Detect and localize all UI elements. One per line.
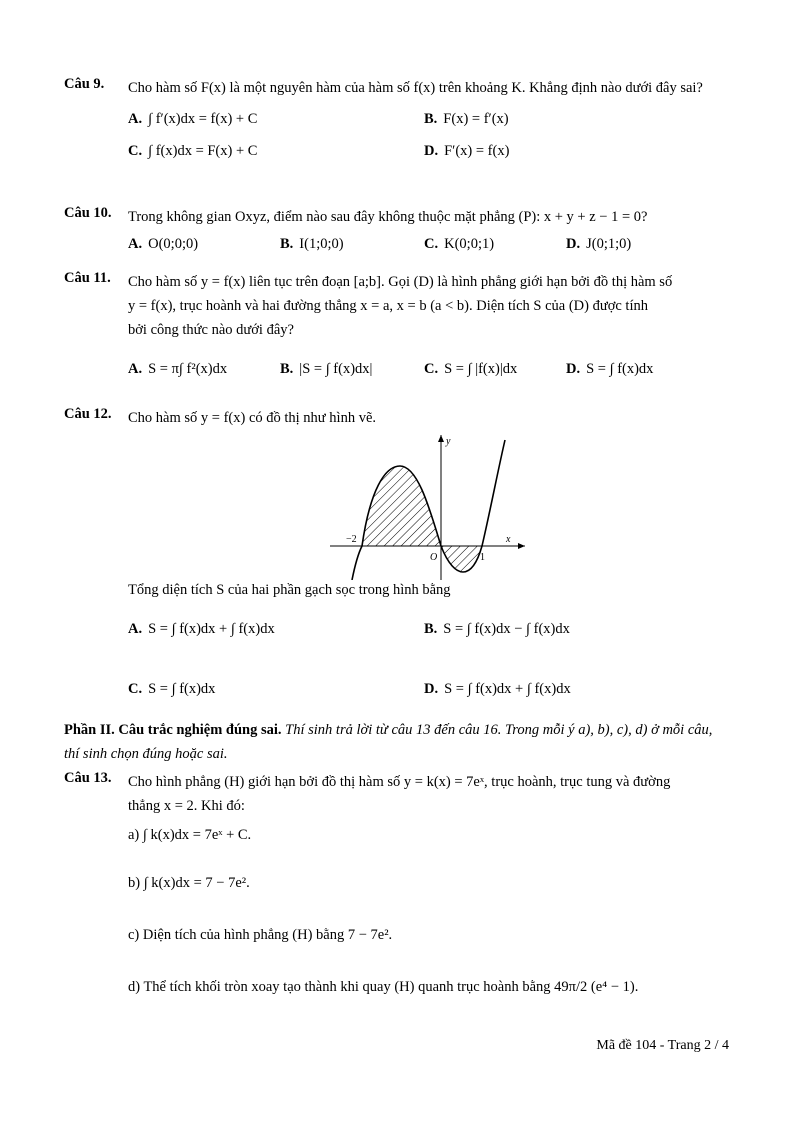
statement-b[interactable]: b) ∫ k(x)dx = 7 − 7e². xyxy=(128,875,250,891)
question-text-line-3: bởi công thức nào dưới đây? xyxy=(128,322,294,338)
option-a[interactable]: A. ∫ f′(x)dx = f(x) + C xyxy=(128,111,258,127)
hatched-region-left xyxy=(362,466,441,546)
option-a[interactable]: A. S = π∫ f²(x)dx xyxy=(128,361,228,377)
y-axis-arrow xyxy=(438,435,444,442)
option-b[interactable]: B. S = ∫ f(x)dx − ∫ f(x)dx xyxy=(424,621,570,637)
tick-label-1: 1 xyxy=(480,552,485,563)
option-a[interactable]: A. S = ∫ f(x)dx + ∫ f(x)dx xyxy=(128,621,275,637)
option-a[interactable]: A. O(0;0;0) xyxy=(128,236,199,252)
part-2-header xyxy=(64,718,729,766)
option-c[interactable]: C. ∫ f(x)dx = F(x) + C xyxy=(128,143,258,159)
graph-caption: Tổng diện tích S của hai phần gạch sọc trong hình bằng xyxy=(128,582,451,598)
question-number: Câu 13. xyxy=(64,770,112,786)
option-b[interactable]: B. |S = ∫ f(x)dx| xyxy=(280,361,373,377)
function-graph xyxy=(330,430,530,580)
question-number: Câu 12. xyxy=(64,406,112,422)
option-c[interactable]: C. S = ∫ |f(x)|dx xyxy=(424,361,518,377)
question-text-line-1: Cho hình phẳng (H) giới hạn bởi đồ thị hàm số y = k(x) = 7eˣ, trục hoành, trục tung và đường xyxy=(128,774,671,790)
part-2-title: Phần II. Câu trắc nghiệm đúng sai. xyxy=(64,722,282,738)
question-text-line-2: y = f(x), trục hoành và hai đường thẳng x = a, x = b (a < b). Diện tích S của (D) được tính xyxy=(128,298,648,314)
statement-d[interactable]: d) Thể tích khối tròn xoay tạo thành khi quay (H) quanh trục hoành bằng 49π/2 (e⁴ − 1). xyxy=(128,979,639,995)
option-b[interactable]: B. I(1;0;0) xyxy=(280,236,344,252)
question-text: Trong không gian Oxyz, điểm nào sau đây không thuộc mặt phẳng (P): x + y + z − 1 = 0? xyxy=(128,209,648,225)
y-axis-label: y xyxy=(446,436,451,447)
question-text: Cho hàm số y = f(x) có đồ thị như hình vẽ. xyxy=(128,410,377,426)
x-axis-arrow xyxy=(518,543,525,549)
statement-c[interactable]: c) Diện tích của hình phẳng (H) bằng 7 − 7e². xyxy=(128,927,393,943)
option-c[interactable]: C. K(0;0;1) xyxy=(424,236,495,252)
option-d[interactable]: D. J(0;1;0) xyxy=(566,236,632,252)
question-number: Câu 9. xyxy=(64,76,105,92)
statement-a[interactable]: a) ∫ k(x)dx = 7eˣ + C. xyxy=(128,827,252,843)
option-d[interactable]: D. S = ∫ f(x)dx + ∫ f(x)dx xyxy=(424,681,571,697)
option-d[interactable]: D. S = ∫ f(x)dx xyxy=(566,361,654,377)
option-d[interactable]: D. F′(x) = f(x) xyxy=(424,143,510,159)
question-11 xyxy=(64,270,729,388)
question-10 xyxy=(64,205,729,259)
question-text: Cho hàm số F(x) là một nguyên hàm của hàm số f(x) trên khoảng K. Khẳng định nào dưới đây sai? xyxy=(128,80,703,96)
question-text-line-2: thẳng x = 2. Khi đó: xyxy=(128,798,245,814)
page-footer: Mã đề 104 - Trang 2 / 4 xyxy=(596,1038,729,1053)
question-12-body xyxy=(64,578,729,716)
question-number: Câu 10. xyxy=(64,205,112,221)
tick-label-neg2: −2 xyxy=(346,534,357,545)
x-axis-label: x xyxy=(506,534,511,545)
question-13 xyxy=(64,770,729,1000)
question-12 xyxy=(64,406,729,430)
option-c[interactable]: C. S = ∫ f(x)dx xyxy=(128,681,216,697)
question-number: Câu 11. xyxy=(64,270,111,286)
question-text-line-1: Cho hàm số y = f(x) liên tục trên đoạn [a;b]. Gọi (D) là hình phẳng giới hạn bởi đồ thị hàm số xyxy=(128,274,673,290)
origin-label: O xyxy=(430,552,438,563)
part-2-instruction: Thí sinh trả lời từ câu 13 đến câu 16. Trong mỗi ý a), b), c), d) ở mỗi câu, thí sinh chọn đúng hoặc sai. xyxy=(64,722,713,762)
question-9 xyxy=(64,76,729,168)
option-b[interactable]: B. F(x) = f′(x) xyxy=(424,111,509,127)
